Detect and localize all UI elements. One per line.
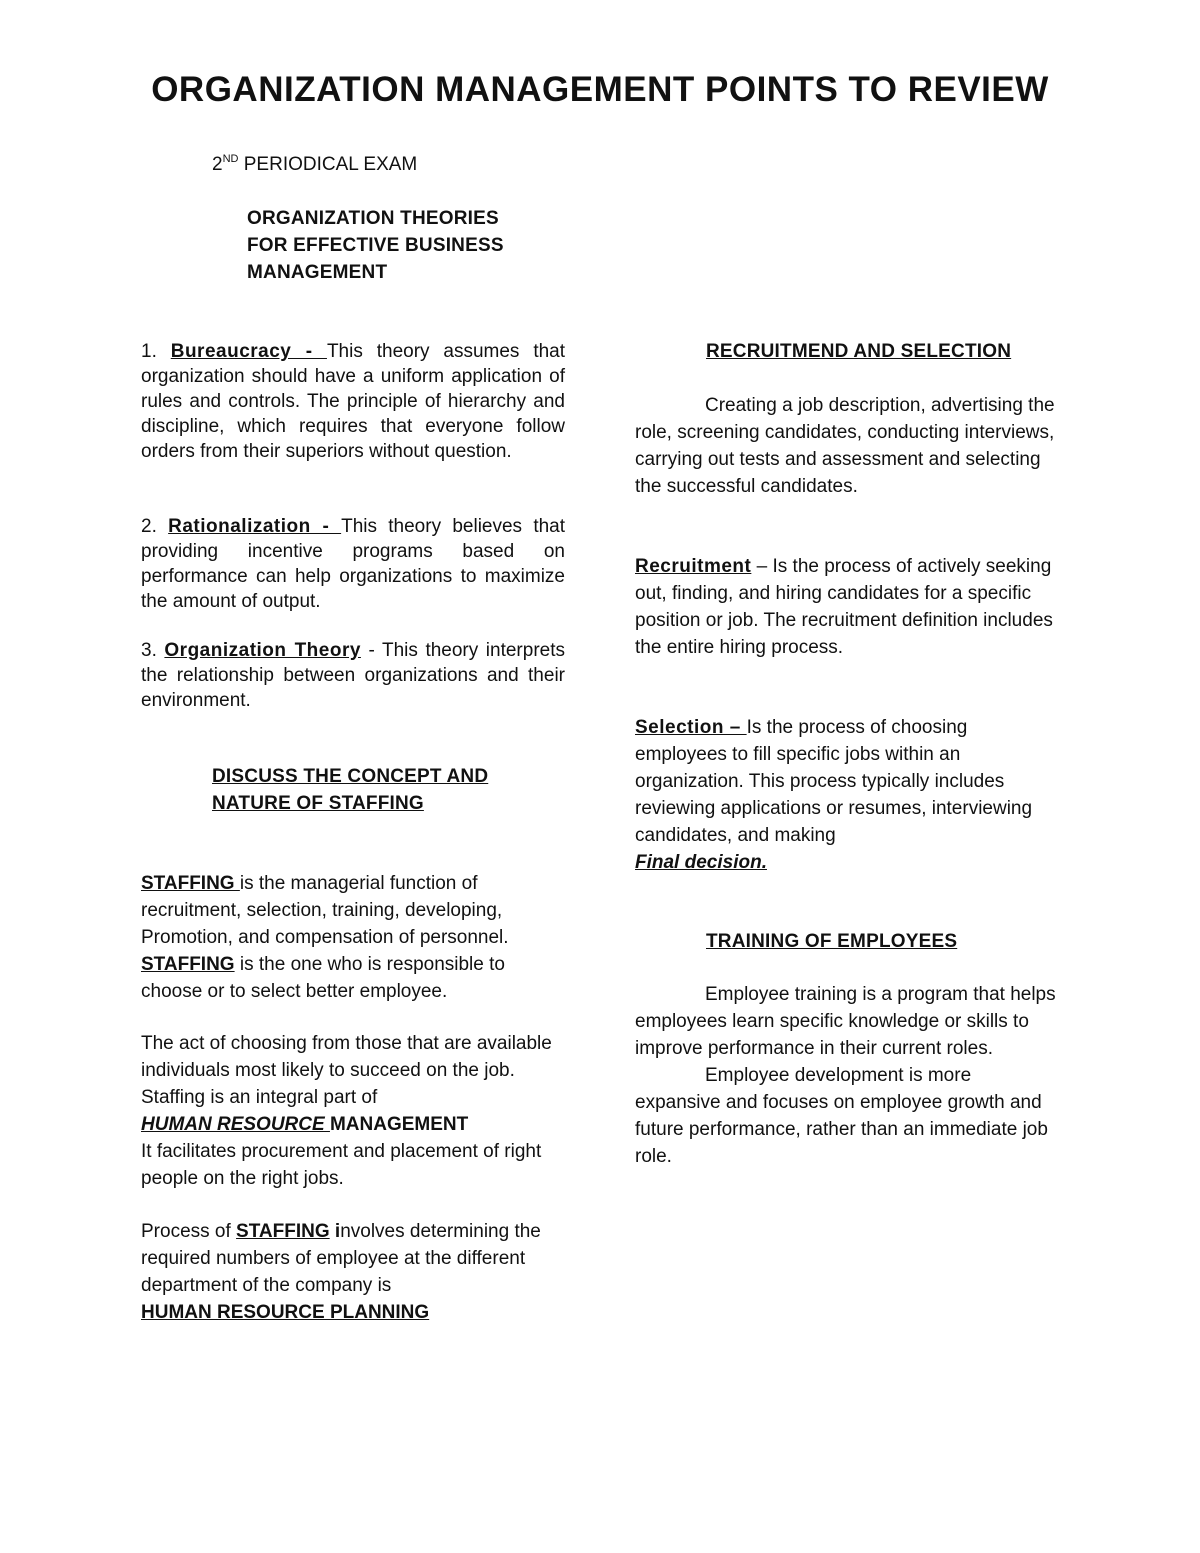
staffing-text: nvolves determining the required numbers of employee at the different department of the company is	[141, 1221, 541, 1296]
theory-text: This theory believes that providing incentive programs based on performance can help organizations to maximize the amount of output.	[141, 516, 566, 612]
staffing-term: STAFFING	[141, 954, 235, 975]
recruitment-text: – Is the process of actively seeking out, finding, and hiring candidates for a specific position or job. The recruitment definition includes the entire hiring process.	[635, 556, 1053, 658]
selection-definition	[635, 714, 1060, 876]
staffing-term: STAFFING	[236, 1221, 330, 1242]
theory-number: 2.	[141, 516, 169, 537]
subtitle-text: PERIODICAL EXAM	[238, 154, 418, 175]
staffing-text: is the one who is responsible to choose or to select better employee.	[141, 954, 505, 1002]
training-text: Employee training is a program that helps employees learn specific knowledge or skills to improve performance in their current roles.	[635, 984, 1056, 1059]
theory-text: - This theory interprets the relationship between organizations and their environment.	[141, 640, 565, 711]
staffing-heading-line1: DISCUSS THE CONCEPT AND	[212, 766, 489, 787]
management-term: MANAGEMENT	[329, 1114, 469, 1135]
development-text: Employee development is more expansive and focuses on employee growth and future performance, rather than an immediate job role.	[635, 1065, 1048, 1167]
theories-heading-line3: MANAGEMENT	[247, 262, 388, 283]
staffing-heading-line2: NATURE OF STAFFING	[212, 793, 424, 814]
theory-item-1	[141, 339, 565, 464]
subtitle-ordinal: ND	[222, 153, 239, 165]
recruitment-term: Recruitment	[635, 556, 752, 577]
staffing-term: STAFFING	[141, 873, 240, 894]
staffing-text: The act of choosing from those that are available individuals most likely to succeed on the job. Staffing is an integral part of	[141, 1033, 552, 1108]
subtitle	[212, 153, 417, 176]
theories-heading	[247, 205, 504, 286]
staffing-definition	[141, 870, 571, 1005]
selection-text: Is the process of choosing employees to fill specific jobs within an organization. This process typically includes reviewing applications or resumes, interviewing candidates, and making	[635, 717, 1033, 846]
recruitment-intro	[635, 392, 1060, 500]
theory-item-3	[141, 638, 565, 713]
theory-term: Organization Theory	[164, 640, 361, 661]
training-body	[635, 981, 1060, 1170]
theory-text: This theory assumes that organization should have a uniform application of rules and controls. The principle of hierarchy and discipline, which requires that everyone follow orders from their superiors without question.	[141, 341, 566, 462]
selection-term: Selection –	[635, 717, 747, 738]
training-heading: TRAINING OF EMPLOYEES	[706, 931, 958, 952]
staffing-text: i	[329, 1221, 341, 1242]
staffing-text: is the managerial function of recruitment, selection, training, developing, Promotion, and compensation of personnel.	[141, 873, 509, 948]
staffing-act	[141, 1030, 571, 1192]
recruitment-intro-text: Creating a job description, advertising the role, screening candidates, conducting interviews, carrying out tests and assessment and selecting the successful candidates.	[635, 395, 1055, 497]
theory-term: Bureaucracy -	[170, 341, 327, 362]
subtitle-number: 2	[212, 154, 223, 175]
theory-number: 3.	[141, 640, 165, 661]
hrp-term: HUMAN RESOURCE PLANNING	[141, 1302, 430, 1323]
theory-number: 1.	[141, 341, 171, 362]
theory-item-2	[141, 514, 565, 614]
staffing-heading	[212, 763, 488, 817]
theories-heading-line2: FOR EFFECTIVE BUSINESS	[247, 235, 504, 256]
recruitment-heading: RECRUITMEND AND SELECTION	[706, 341, 1012, 362]
theories-heading-line1: ORGANIZATION THEORIES	[247, 208, 499, 229]
staffing-process	[141, 1218, 571, 1326]
staffing-text: It facilitates procurement and placement of right people on the right jobs.	[141, 1141, 542, 1189]
staffing-text: Process of	[141, 1221, 237, 1242]
final-decision-term: Final decision.	[635, 852, 767, 873]
hr-term: HUMAN RESOURCE	[141, 1114, 330, 1135]
page-title: ORGANIZATION MANAGEMENT POINTS TO REVIEW	[151, 70, 1049, 109]
theory-term: Rationalization -	[168, 516, 342, 537]
recruitment-definition	[635, 553, 1060, 661]
